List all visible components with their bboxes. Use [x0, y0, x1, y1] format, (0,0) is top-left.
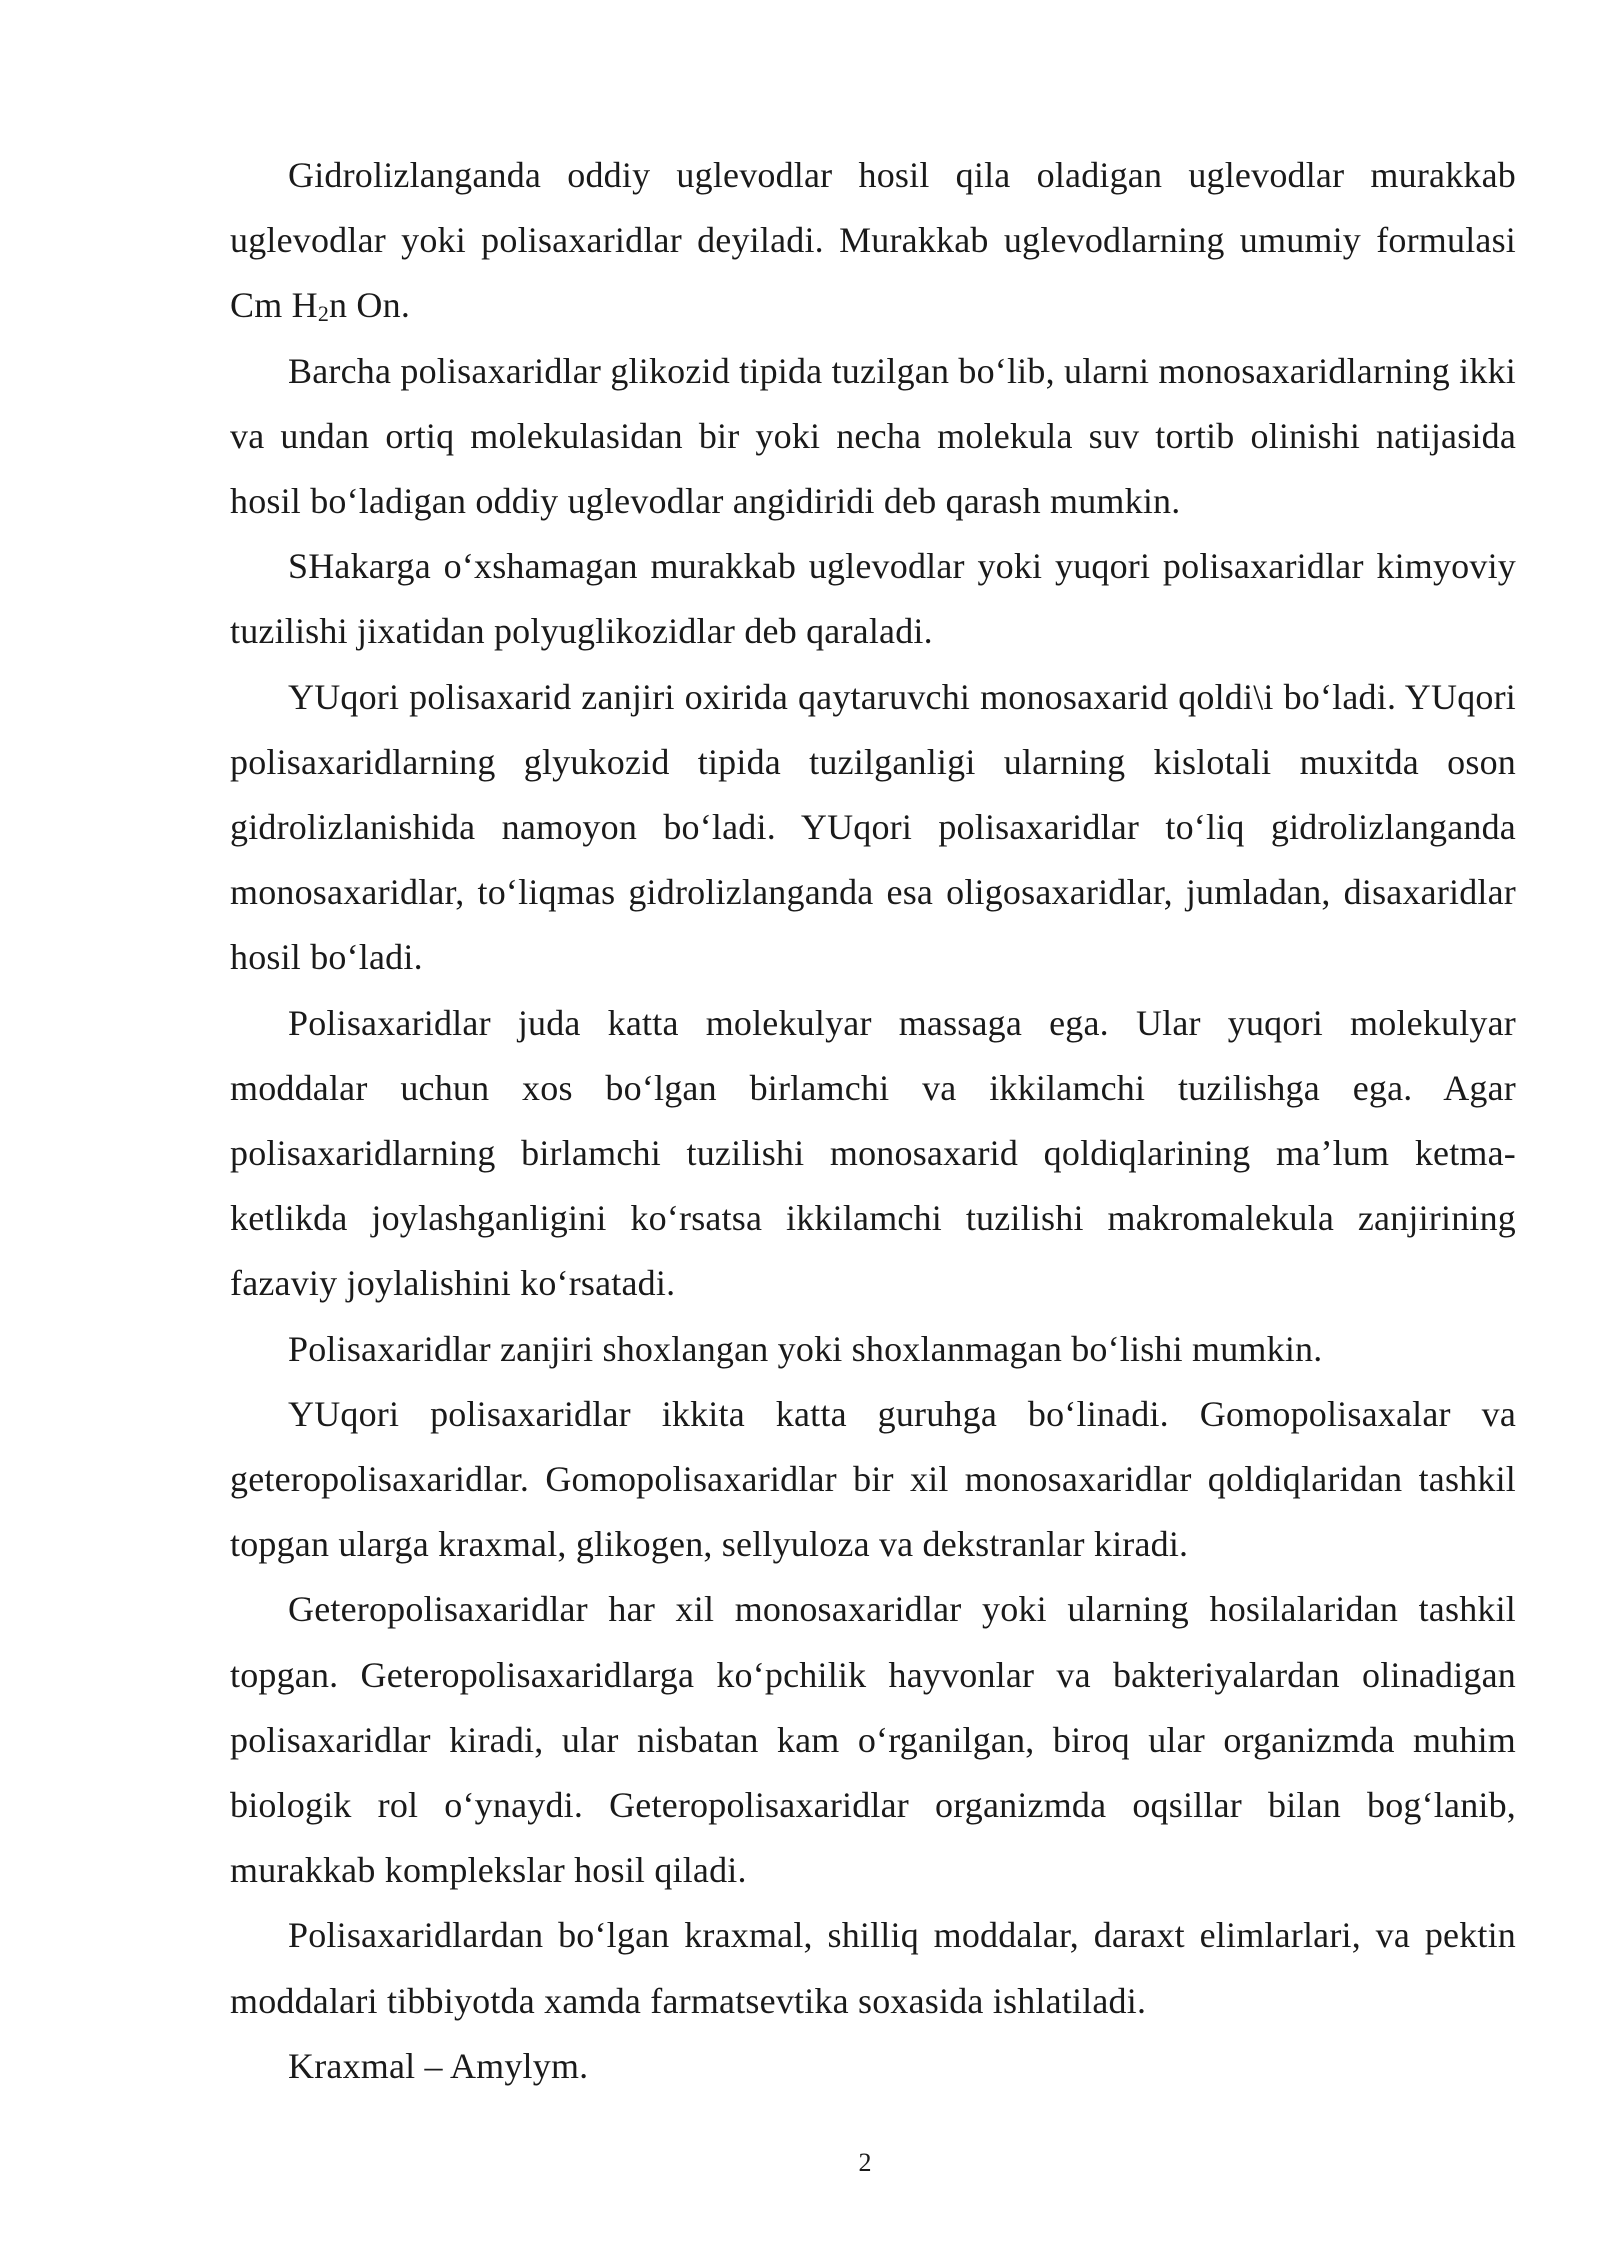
page-number: 2	[858, 2148, 872, 2177]
paragraph: SHakarga oʻxshamagan murakkab uglevodlar yoki yuqori polisaxaridlar kimyoviy tuzilishi jixatidan polyuglikozidlar deb qaraladi.	[230, 546, 1516, 652]
paragraph-formula	[230, 143, 1516, 339]
subscript-2: 2	[317, 301, 330, 327]
paragraph: Polisaxaridlardan boʻlgan kraxmal, shilliq moddalar, daraxt elimlarlari, va pektin moddalari tibbiyotda xamda farmatsevtika soxasida ishlatiladi.	[230, 1915, 1516, 2021]
paragraph: YUqori polisaxarid zanjiri oxirida qaytaruvchi monosaxarid qoldi\i boʻladi. YUqori polisaxaridlarning glyukozid tipida tuzilganligi ularning kislotali muxitda oson gidrolizlanishida namoyon boʻladi. YUqori polisaxaridlar toʻliq gidrolizlanganda monosaxaridlar, toʻliqmas gidrolizlanganda esa oligosaxaridlar, jumladan, disaxaridlar hosil boʻladi.	[230, 676, 1516, 978]
document-body	[230, 143, 1516, 2099]
paragraph: YUqori polisaxaridlar ikkita katta guruhga boʻlinadi. Gomopolisaxalar va geteropolisaxaridlar. Gomopolisaxaridlar bir xil monosaxaridlar qoldiqlaridan tashkil topgan ularga kraxmal, glikogen, sellyuloza va dekstranlar kiradi.	[230, 1393, 1516, 1565]
paragraph: Kraxmal – Amylym.	[288, 2045, 589, 2086]
paragraph-text: n On.	[329, 285, 411, 326]
paragraph: Barcha polisaxaridlar glikozid tipida tuzilgan boʻlib, ularni monosaxaridlarning ikki va undan ortiq molekulasidan bir yoki necha molekula suv tortib olinishi natijasida hosil boʻladigan oddiy uglevodlar angidiridi deb qarash mumkin.	[230, 350, 1516, 522]
paragraph-text: Gidrolizlanganda oddiy uglevodlar hosil qila oladigan uglevodlar murakkab uglevodlar yoki polisaxaridlar deyiladi. Murakkab uglevodlarning umumiy formulasi Cm H	[230, 155, 1516, 326]
paragraph: Polisaxaridlar zanjiri shoxlangan yoki shoxlanmagan boʻlishi mumkin.	[288, 1328, 1323, 1369]
paragraph: Polisaxaridlar juda katta molekulyar massaga ega. Ular yuqori molekulyar moddalar uchun xos boʻlgan birlamchi va ikkilamchi tuzilishga ega. Agar polisaxaridlarning birlamchi tuzilishi monosaxarid qoldiqlarining maʼlum ketma-ketlikda joylashganligini koʻrsatsa ikkilamchi tuzilishi makromalekula zanjirining fazaviy joylalishini koʻrsatadi.	[230, 1002, 1516, 1304]
paragraph: Geteropolisaxaridlar har xil monosaxaridlar yoki ularning hosilalaridan tashkil topgan. Geteropolisaxaridlarga koʻpchilik hayvonlar va bakteriyalardan olinadigan polisaxaridlar kiradi, ular nisbatan kam oʻrganilgan, biroq ular organizmda muhim biologik rol oʻynaydi. Geteropolisaxaridlar organizmda oqsillar bilan bogʻlanib, murakkab komplekslar hosil qiladi.	[230, 1589, 1516, 1891]
